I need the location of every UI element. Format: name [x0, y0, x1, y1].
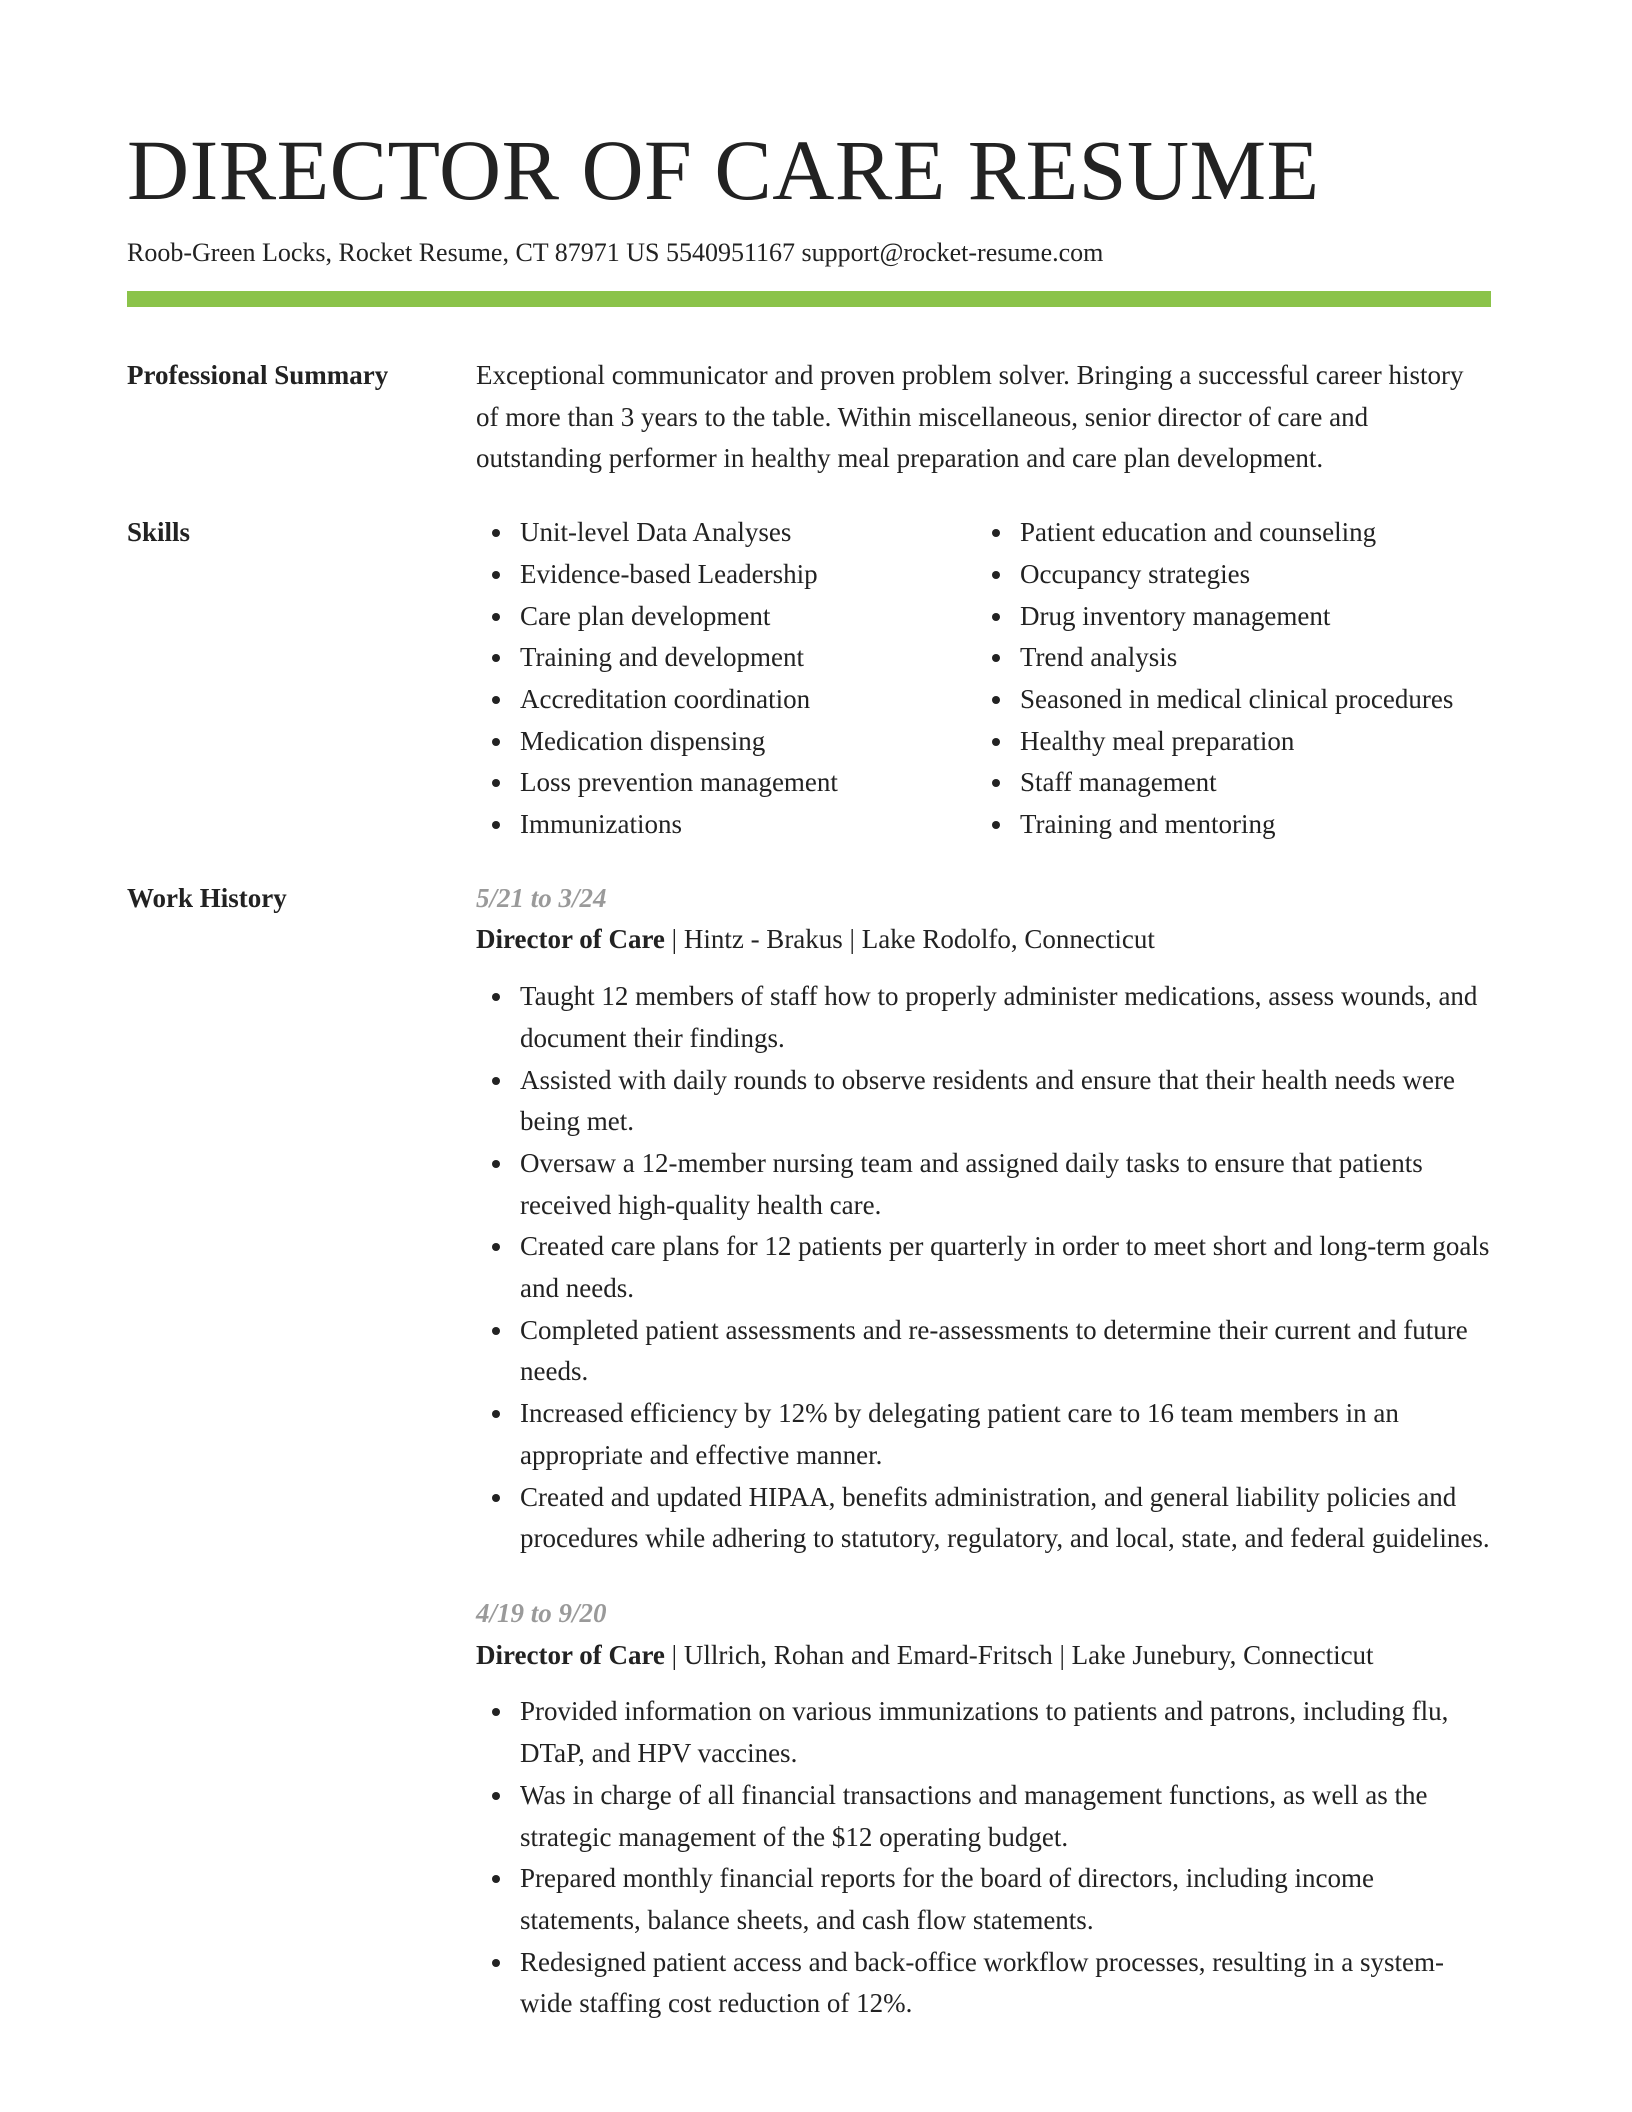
- resume-page: [127, 115, 1491, 2025]
- job-employer-location: | Hintz - Brakus | Lake Rodolfo, Connecticut: [664, 924, 1155, 955]
- resume-title: DIRECTOR OF CARE RESUME: [127, 122, 1320, 218]
- job-title: Director of Care: [476, 924, 665, 955]
- skills-section: [127, 512, 1491, 846]
- skill-item: Staff management: [1020, 762, 1453, 804]
- skill-item: Drug inventory management: [1020, 596, 1453, 638]
- job-heading: [476, 919, 1491, 961]
- skill-item: Healthy meal preparation: [1020, 721, 1453, 763]
- skills-list-right: [976, 512, 1453, 846]
- job-duty: Completed patient assessments and re-assessments to determine their current and future needs.: [520, 1310, 1491, 1393]
- skill-item: Training and development: [520, 637, 976, 679]
- job-dates: 4/19 to 9/20: [476, 1597, 607, 1628]
- skill-item: Medication dispensing: [520, 721, 976, 763]
- skills-list-left: [476, 512, 976, 846]
- job-employer-location: | Ullrich, Rohan and Emard-Fritsch | Lake Junebury, Connecticut: [664, 1639, 1374, 1670]
- skill-item: Loss prevention management: [520, 762, 976, 804]
- job-duties-list: [476, 1691, 1491, 2025]
- contact-line: Roob-Green Locks, Rocket Resume, CT 87971 US 5540951167 support@rocket-resume.com: [127, 238, 1104, 267]
- job-entry: [476, 878, 1491, 1560]
- job-duty: Provided information on various immunizations to patients and patrons, including flu, DTaP, and HPV vaccines.: [520, 1691, 1491, 1774]
- work-history-section: [127, 878, 1491, 2025]
- skill-item: Immunizations: [520, 804, 976, 846]
- job-title: Director of Care: [476, 1639, 665, 1670]
- skill-item: Evidence-based Leadership: [520, 554, 976, 596]
- accent-divider: [127, 291, 1491, 307]
- job-duty: Was in charge of all financial transactions and management functions, as well as the strategic management of the $12 operating budget.: [520, 1775, 1491, 1858]
- skill-item: Occupancy strategies: [1020, 554, 1453, 596]
- skill-item: Care plan development: [520, 596, 976, 638]
- summary-label: Professional Summary: [127, 360, 389, 390]
- skill-item: Training and mentoring: [1020, 804, 1453, 846]
- job-duty: Redesigned patient access and back-office workflow processes, resulting in a system-wide staffing cost reduction of 12%.: [520, 1942, 1491, 2025]
- job-duty: Taught 12 members of staff how to properly administer medications, assess wounds, and document their findings.: [520, 976, 1491, 1059]
- job-duty: Created care plans for 12 patients per quarterly in order to meet short and long-term goals and needs.: [520, 1226, 1491, 1309]
- job-duty: Increased efficiency by 12% by delegating patient care to 16 team members in an appropriate and effective manner.: [520, 1393, 1491, 1476]
- skill-item: Accreditation coordination: [520, 679, 976, 721]
- job-heading: [476, 1635, 1491, 1677]
- skill-item: Trend analysis: [1020, 637, 1453, 679]
- skills-label: Skills: [127, 517, 191, 548]
- summary-text: Exceptional communicator and proven problem solver. Bringing a successful career history of more than 3 years to the table. Within miscellaneous, senior director of care and outstanding performer in healthy meal preparation and care plan development.: [476, 360, 1464, 474]
- work-history-label: Work History: [127, 882, 287, 913]
- summary-section: [127, 355, 1491, 480]
- job-entry: [476, 1593, 1491, 2025]
- job-duty: Created and updated HIPAA, benefits administration, and general liability policies and procedures while adhering to statutory, regulatory, and local, state, and federal guidelines.: [520, 1477, 1491, 1560]
- skill-item: Patient education and counseling: [1020, 512, 1453, 554]
- job-dates: 5/21 to 3/24: [476, 882, 607, 913]
- job-duty: Prepared monthly financial reports for the board of directors, including income statements, balance sheets, and cash flow statements.: [520, 1858, 1491, 1941]
- job-duty: Oversaw a 12-member nursing team and assigned daily tasks to ensure that patients received high-quality health care.: [520, 1143, 1491, 1226]
- skill-item: Seasoned in medical clinical procedures: [1020, 679, 1453, 721]
- job-duties-list: [476, 976, 1491, 1560]
- skill-item: Unit-level Data Analyses: [520, 512, 976, 554]
- job-duty: Assisted with daily rounds to observe residents and ensure that their health needs were being met.: [520, 1060, 1491, 1143]
